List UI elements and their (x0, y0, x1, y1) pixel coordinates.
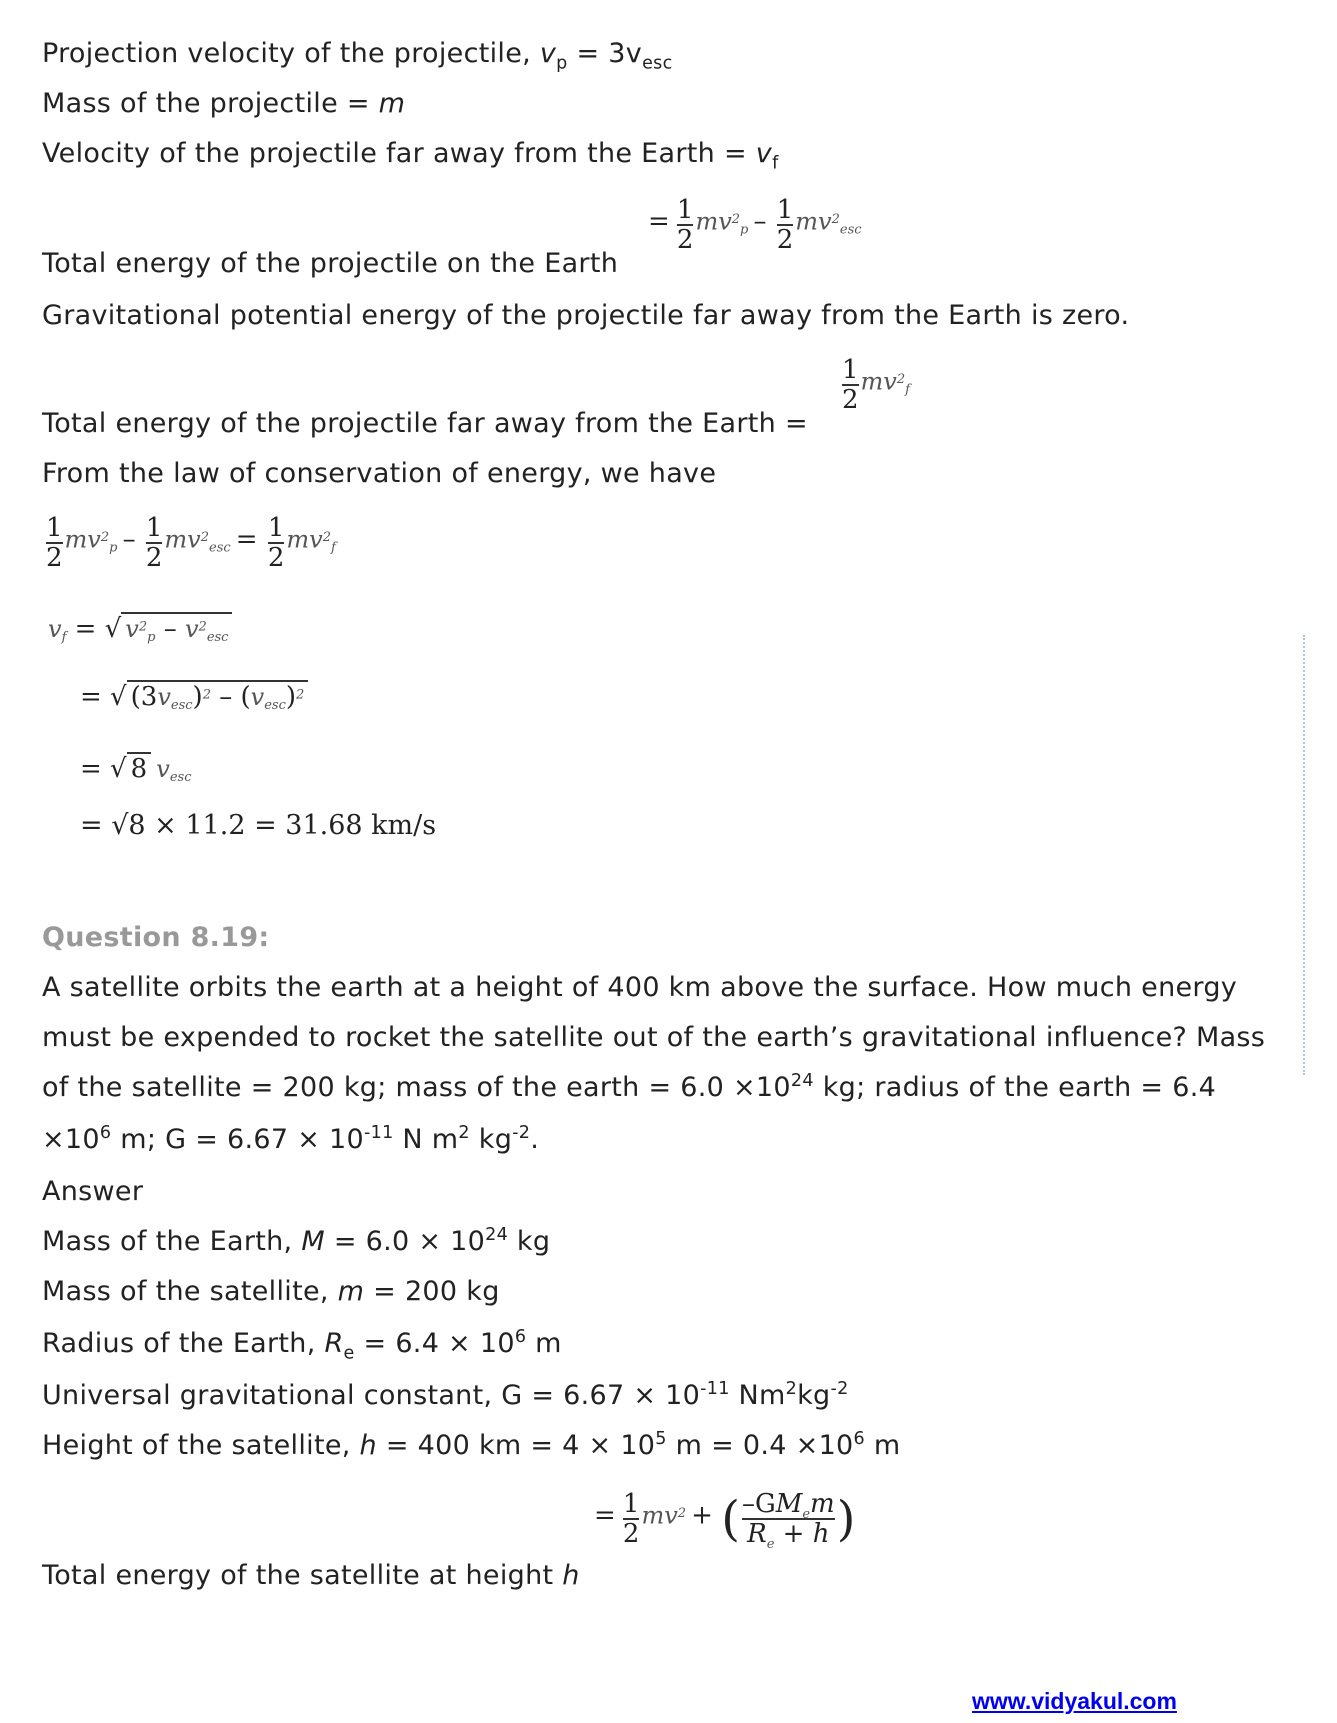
total-energy-far-line: Total energy of the projectile far away from the Earth = (42, 408, 808, 439)
answer-heading: Answer (42, 1176, 144, 1207)
energy-earth-formula: = $\frac{1}{2}$ $mv^2_p$ – $\frac{1}{2}$ $mv^2_{esc}$ (648, 195, 862, 255)
vf-step2: = √ $(3v_{esc})^2 - (v_{esc})^2$ (80, 680, 308, 712)
gpe-zero-line: Gravitational potential energy of the projectile far away from the Earth is zero. (42, 300, 1130, 331)
vf-step3: = √ 8 $v_{esc}$ (80, 754, 192, 786)
mass-line: Mass of the projectile = m (42, 88, 406, 119)
earth-radius-line: Radius of the Earth, $R_e = 6.4 \times 10^6$ m (42, 1327, 562, 1364)
vf-equation: $v_f$ = √ $v^2_p - v^2_{esc}$ (48, 612, 232, 644)
earth-mass-line: Mass of the Earth, $M = 6.0 \times 10^{24}$ kg (42, 1225, 551, 1257)
conservation-line: From the law of conservation of energy, we have (42, 458, 717, 489)
footer-website-link[interactable]: www.vidyakul.com (972, 1688, 1177, 1714)
question-line-4: $\times 10^6$ m; $G = 6.67 \times 10^{-11}$ N $m^2$ $kg^{-2}$. (42, 1123, 540, 1155)
satellite-height-line: Height of the satellite, h = 400 km = $4 \times 10^5$ $m = 0.4 \times 10^6$ m (42, 1429, 901, 1461)
question-line-3: of the satellite = 200 kg; mass of the earth = $6.0 \times 10^{24}$ kg; radius of the earth = 6.4 (42, 1071, 1217, 1103)
total-energy-height-line: Total energy of the satellite at height h (42, 1560, 580, 1591)
conservation-equation: $\frac{1}{2}$ $mv^2_p$ – $\frac{1}{2}$ $mv^2_{esc}$ = $\frac{1}{2}$ $mv^2_f$ (46, 513, 336, 573)
satellite-energy-formula: = $\frac{1}{2}$ $mv^2$ + ( $\frac{-GM_em}{R_e + h}$ ) (594, 1489, 856, 1553)
question-line-2: must be expended to rocket the satellite out of the earth’s gravitational influence? Mass (42, 1022, 1266, 1053)
final-velocity-line: Velocity of the projectile far away from the Earth = $v_f$ (42, 138, 779, 174)
satellite-mass-line: Mass of the satellite, m = 200 kg (42, 1276, 500, 1307)
projection-velocity-line: Projection velocity of the projectile, $v_p = 3v_{esc}$ (42, 38, 673, 74)
page-edge-dotted-line (1303, 635, 1305, 1075)
gravitational-constant-line: Universal gravitational constant, $G = 6.67 \times 10^{-11}$ $Nm^2kg^{-2}$ (42, 1379, 849, 1411)
total-energy-earth-line: Total energy of the projectile on the Earth (42, 248, 619, 279)
question-title: Question 8.19: (42, 922, 270, 953)
vf-result: = √8 × 11.2 = 31.68 km/s (80, 810, 437, 841)
question-line-1: A satellite orbits the earth at a height of 400 km above the surface. How much energy (42, 972, 1238, 1003)
energy-far-formula: $\frac{1}{2}$ $mv^2_f$ (842, 355, 910, 415)
